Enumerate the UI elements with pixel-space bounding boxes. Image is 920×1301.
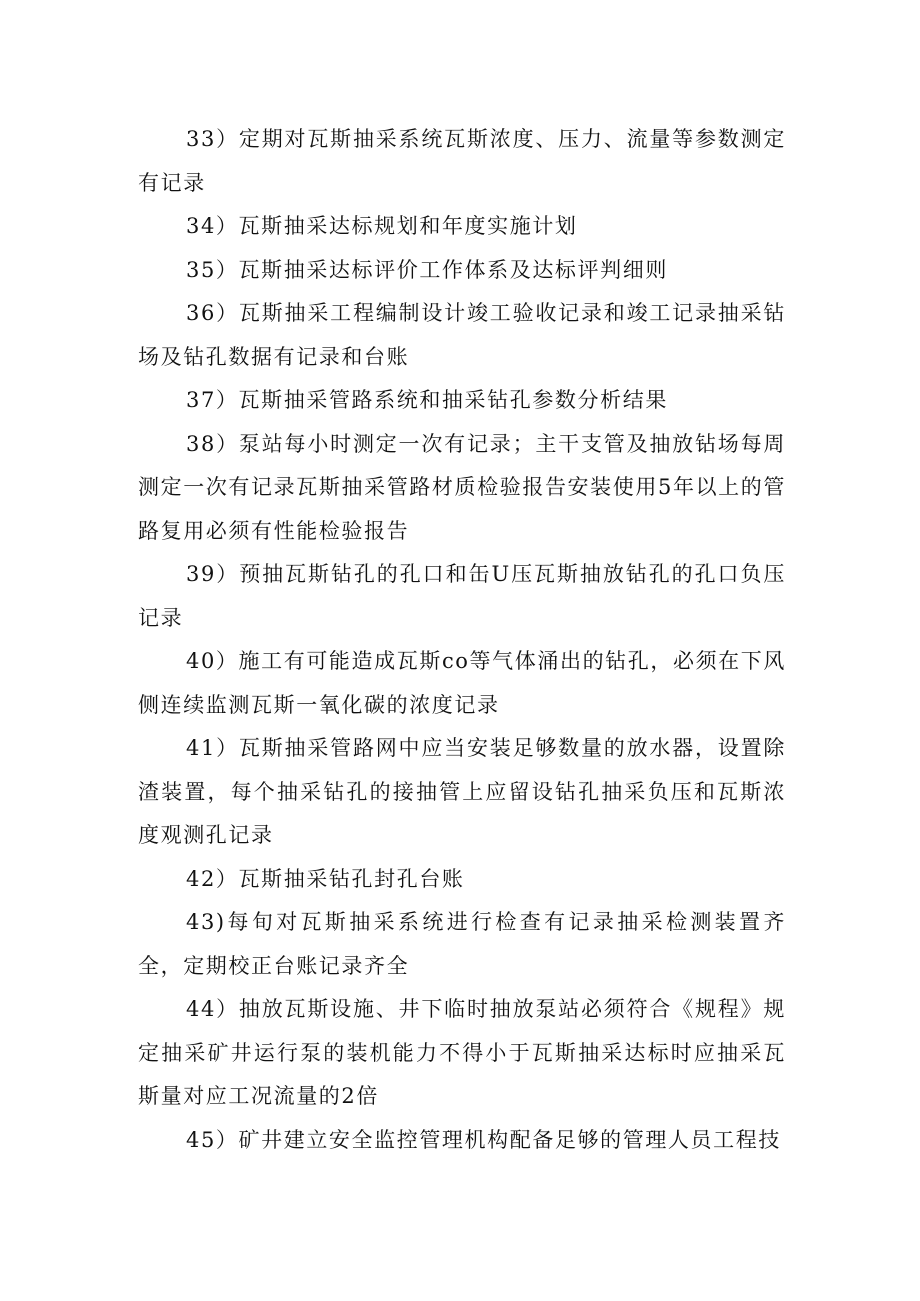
list-item-38: 38）泵站每小时测定一次有记录；主干支管及抽放钻场每周测定一次有记录瓦斯抽采管路材质检验报告安装使用5年以上的管路复用必须有性能检验报告	[138, 431, 786, 543]
list-item-33: 33）定期对瓦斯抽采系统瓦斯浓度、压力、流量等参数测定有记录	[138, 127, 786, 195]
list-item-39: 39）预抽瓦斯钻孔的孔口和缶U压瓦斯抽放钻孔的孔口负压记录	[138, 562, 786, 630]
list-item-44: 44）抽放瓦斯设施、井下临时抽放泵站必须符合《规程》规定抽采矿井运行泵的装机能力不得小于瓦斯抽采达标时应抽采瓦斯量对应工况流量的2倍	[138, 997, 786, 1108]
list-item-43: 43)每旬对瓦斯抽采系统进行检查有记录抽采检测装置齐全，定期校正台账记录齐全	[138, 910, 786, 978]
list-item-42: 42）瓦斯抽采钻孔封孔台账	[186, 866, 465, 891]
list-item-35: 35）瓦斯抽采达标评价工作体系及达标评判细则	[186, 257, 668, 282]
list-item-37: 37）瓦斯抽采管路系统和抽采钻孔参数分析结果	[186, 388, 668, 412]
list-item-45: 45）矿井建立安全监控管理机构配备足够的管理人员工程技	[186, 1127, 781, 1152]
list-item-41: 41）瓦斯抽采管路网中应当安装足够数量的放水器，设置除渣装置，每个抽采钻孔的接抽管上应留设钻孔抽采负压和瓦斯浓度观测孔记录	[138, 736, 786, 847]
document-body	[138, 118, 786, 1162]
list-item-36: 36）瓦斯抽采工程编制设计竣工验收记录和竣工记录抽采钻场及钻孔数据有记录和台账	[138, 301, 786, 369]
list-item-40: 40）施工有可能造成瓦斯co等气体涌出的钻孔，必须在下风侧连续监测瓦斯一氧化碳的浓度记录	[138, 649, 786, 717]
list-item-34: 34）瓦斯抽采达标规划和年度实施计划	[186, 214, 578, 238]
